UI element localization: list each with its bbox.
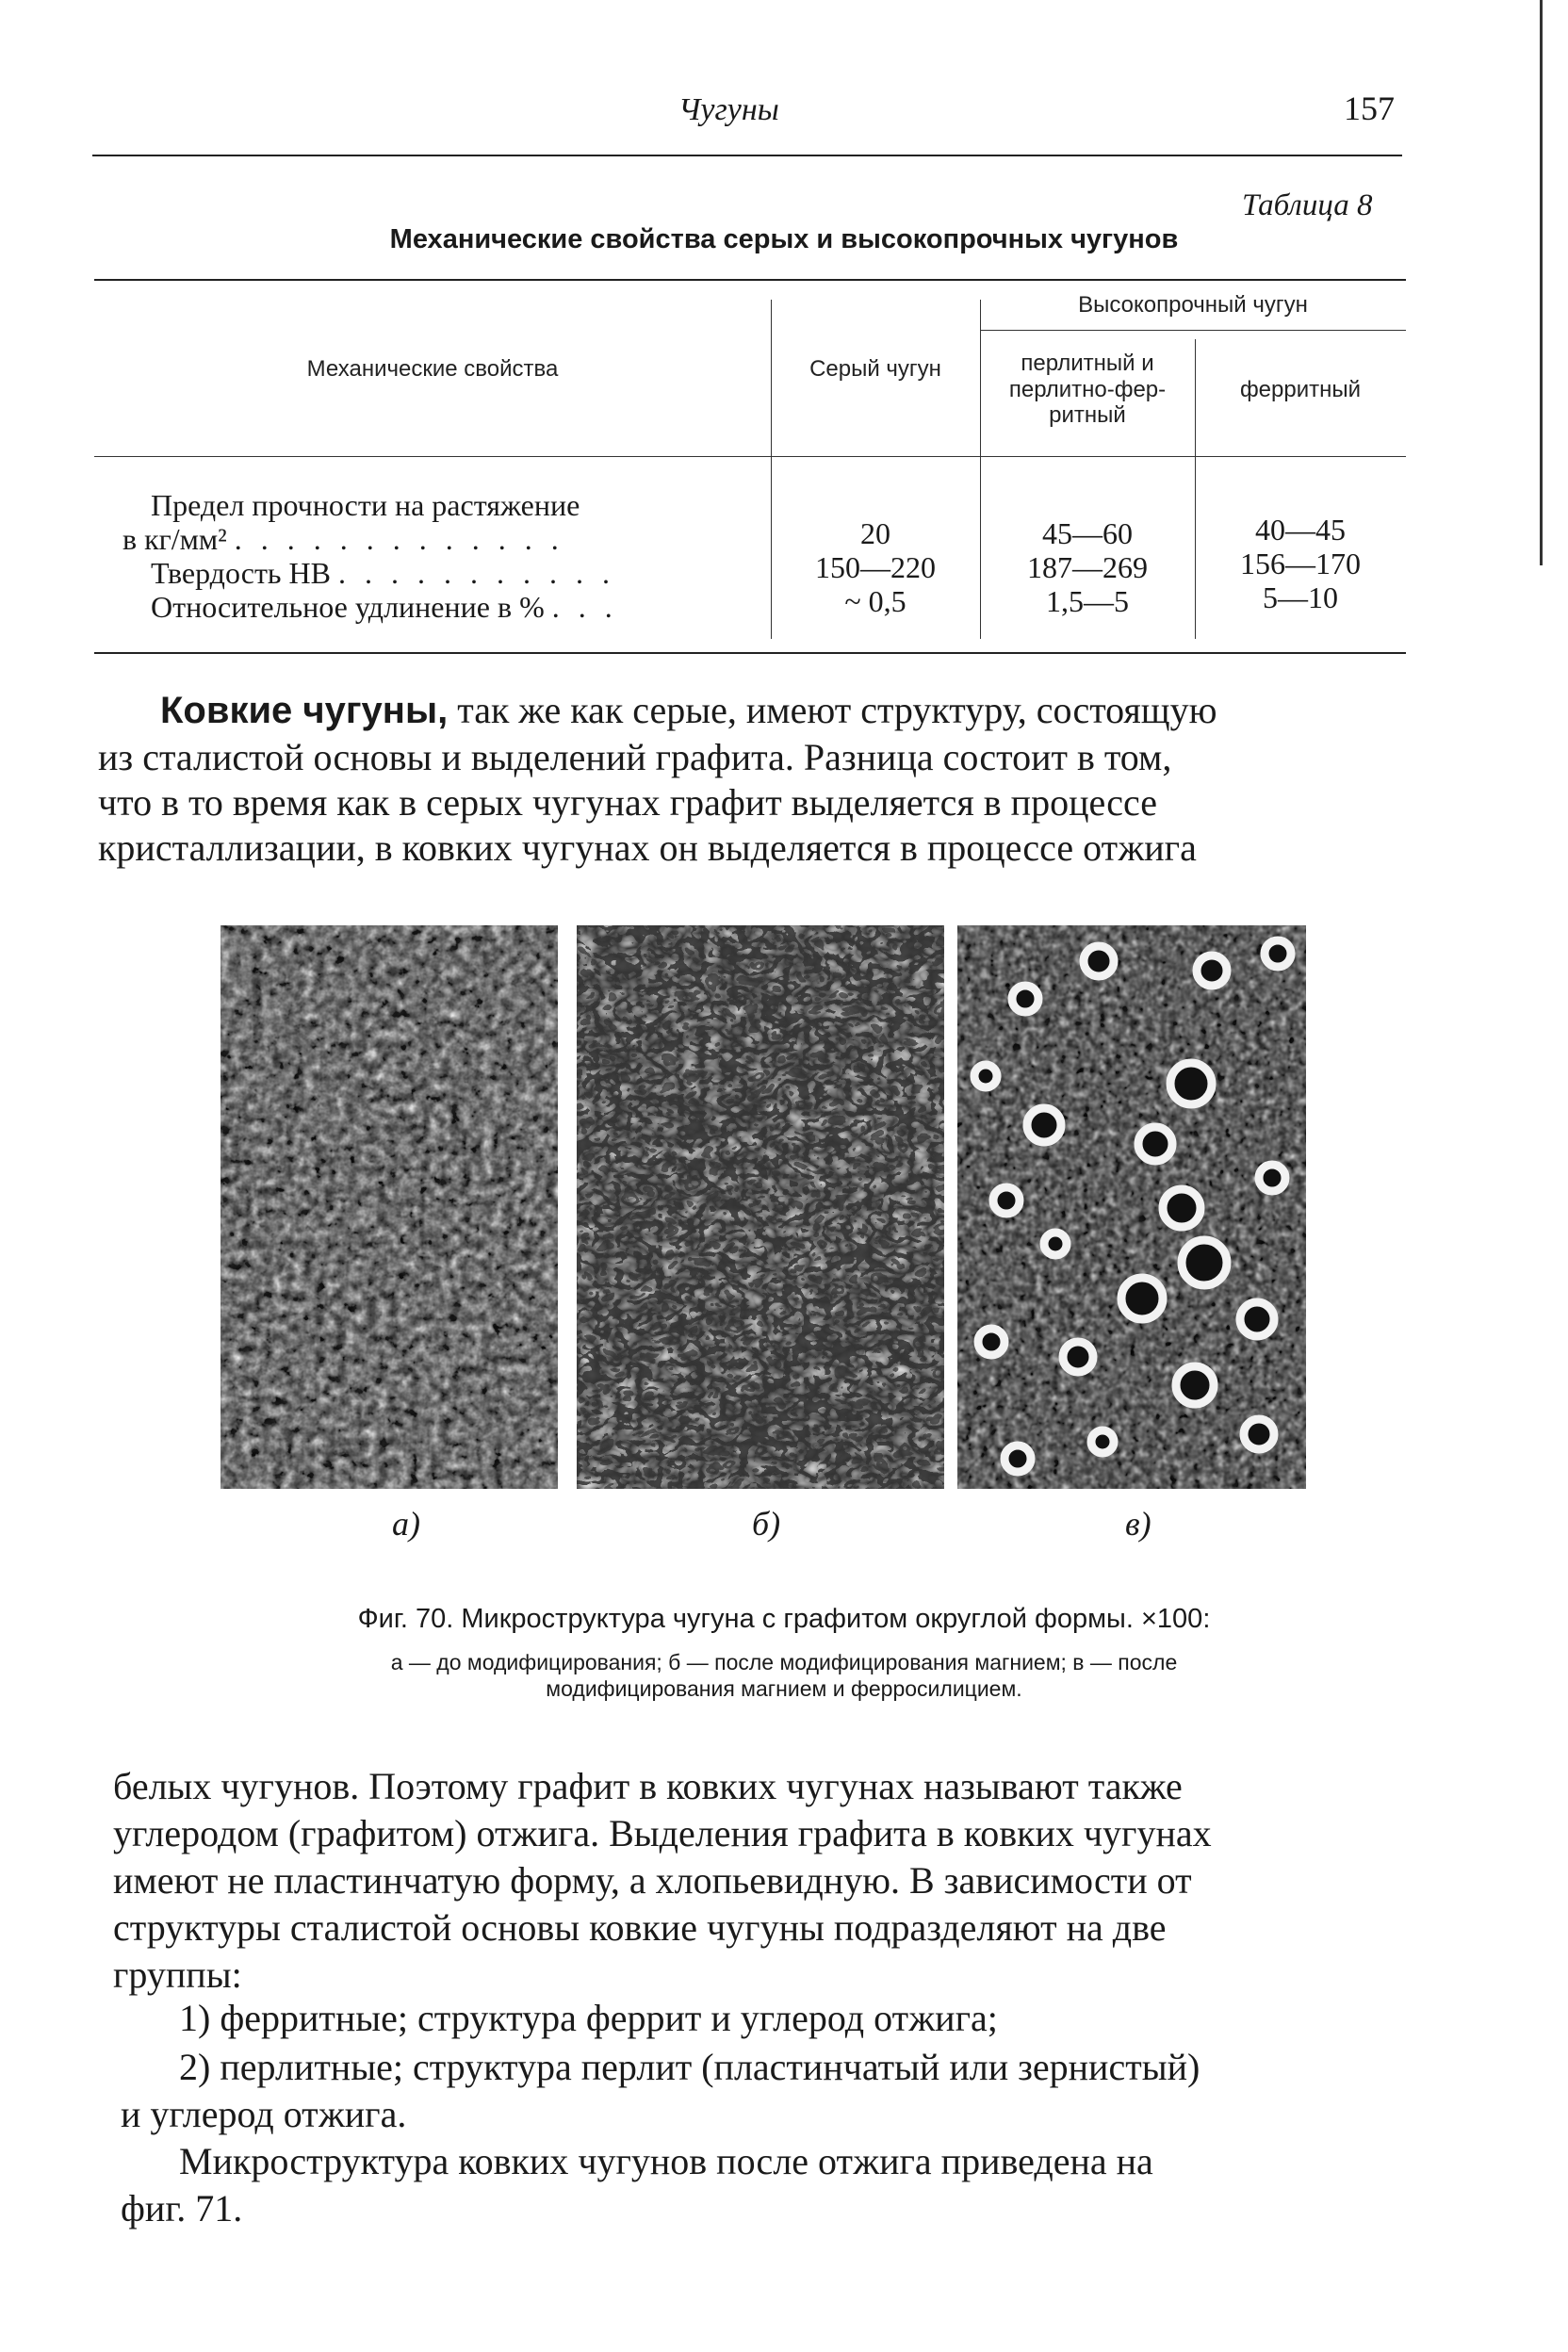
cell-ferritic: 40—45 xyxy=(1255,513,1346,547)
table-caption: Механические свойства серых и высокопрочных чугунов xyxy=(389,224,1179,254)
header-pearlitic xyxy=(980,351,1195,429)
header-high-strength: Высокопрочный чугун xyxy=(1078,292,1308,318)
dot-leader: . . . . . . . . . . . . . xyxy=(234,522,564,556)
figure-legend-line: а — до модифицирования; б — после модифицирования магнием; в — после xyxy=(390,1650,1178,1674)
cell-gray: ~ 0,5 xyxy=(844,584,906,618)
figure-legend xyxy=(0,1649,1568,1702)
paragraph-line: из сталистой основы и выделений графита. Разница состоит в том, xyxy=(98,736,1172,778)
paragraph-line xyxy=(160,688,1217,733)
cell-pearlitic: 1,5—5 xyxy=(1046,584,1129,618)
properties-table xyxy=(94,279,1406,654)
header-ferritic: ферритный xyxy=(1239,377,1362,402)
paragraph-line: структуры сталистой основы ковкие чугуны подразделяют на две xyxy=(113,1906,1167,1949)
paragraph-text: так же как серые, имеют структуру, состоящую xyxy=(448,689,1217,731)
figure-legend-line: модифицирования магнием и ферросилицием. xyxy=(546,1676,1022,1701)
running-title: Чугуны xyxy=(678,92,779,127)
row-name-text: Относительное удлинение в % xyxy=(151,590,545,624)
row-name xyxy=(151,554,615,592)
paragraph-line: что в то время как в серых чугунах графит выделяется в процессе xyxy=(98,781,1157,824)
header-gray: Серый чугун xyxy=(809,356,941,382)
panel-label-b: б) xyxy=(752,1505,781,1543)
panel-label-a: а) xyxy=(392,1505,420,1543)
figure-caption: Фиг. 70. Микроструктура чугуна с графитом округлой формы. ×100: xyxy=(357,1604,1211,1634)
micrograph-c-image xyxy=(957,925,1306,1489)
cell-gray: 150—220 xyxy=(815,550,936,584)
cell-gray: 20 xyxy=(860,516,890,550)
cell-ferritic: 156—170 xyxy=(1240,547,1361,580)
paragraph-line: белых чугунов. Поэтому графит в ковких чугунах называют также xyxy=(113,1765,1183,1807)
cell-pearlitic: 45—60 xyxy=(1042,516,1133,550)
micrograph-a-image xyxy=(220,925,558,1489)
header-pearlitic-line: ритный xyxy=(1049,402,1126,429)
panel-label-c: в) xyxy=(1125,1505,1152,1543)
paragraph-line: углеродом (графитом) отжига. Выделения графита в ковких чугунах xyxy=(113,1812,1212,1854)
dot-leader: . . . . . . . . . . . xyxy=(337,556,615,590)
paragraph-line: имеют не пластинчатую форму, а хлопьевидную. В зависимости от xyxy=(113,1859,1192,1902)
row-name xyxy=(122,520,564,558)
paragraph-line: группы: xyxy=(113,1953,242,1996)
paragraph-line: кристаллизации, в ковких чугунах он выделяется в процессе отжига xyxy=(98,826,1197,869)
header-rule xyxy=(92,155,1402,156)
header-pearlitic-line: перлитно-фер- xyxy=(1008,376,1167,402)
micrograph-a xyxy=(220,925,558,1489)
page-edge-line xyxy=(1540,0,1543,565)
micrograph-b xyxy=(577,925,944,1489)
running-head xyxy=(0,92,1568,130)
list-item-continuation: и углерод отжига. xyxy=(121,2093,407,2135)
row-name: Предел прочности на растяжение xyxy=(151,488,580,522)
micrograph-c xyxy=(957,925,1306,1489)
row-name-line2: в кг/мм² xyxy=(122,522,227,556)
list-item: 1) ферритные; структура феррит и углерод отжига; xyxy=(179,1997,998,2039)
header-pearlitic-line: перлитный и xyxy=(1021,351,1154,376)
table-header-rule xyxy=(94,456,1406,457)
micrograph-b-image xyxy=(577,925,944,1489)
paragraph-line: Микроструктура ковких чугунов после отжига приведена на xyxy=(179,2140,1153,2182)
paragraph-line: фиг. 71. xyxy=(121,2187,243,2230)
table-divider xyxy=(980,330,1406,331)
table-label: Таблица 8 xyxy=(1242,188,1373,222)
dot-leader: . . . xyxy=(551,590,618,624)
page-number: 157 xyxy=(1344,90,1395,127)
cell-pearlitic: 187—269 xyxy=(1027,550,1148,584)
header-property: Механические свойства xyxy=(306,356,559,382)
cell-ferritic: 5—10 xyxy=(1263,580,1338,614)
list-item: 2) перлитные; структура перлит (пластинчатый или зернистый) xyxy=(179,2046,1200,2088)
term-malleable-iron: Ковкие чугуны, xyxy=(160,690,449,731)
row-name-text: Твердость HB xyxy=(151,556,331,590)
row-name xyxy=(151,588,618,626)
